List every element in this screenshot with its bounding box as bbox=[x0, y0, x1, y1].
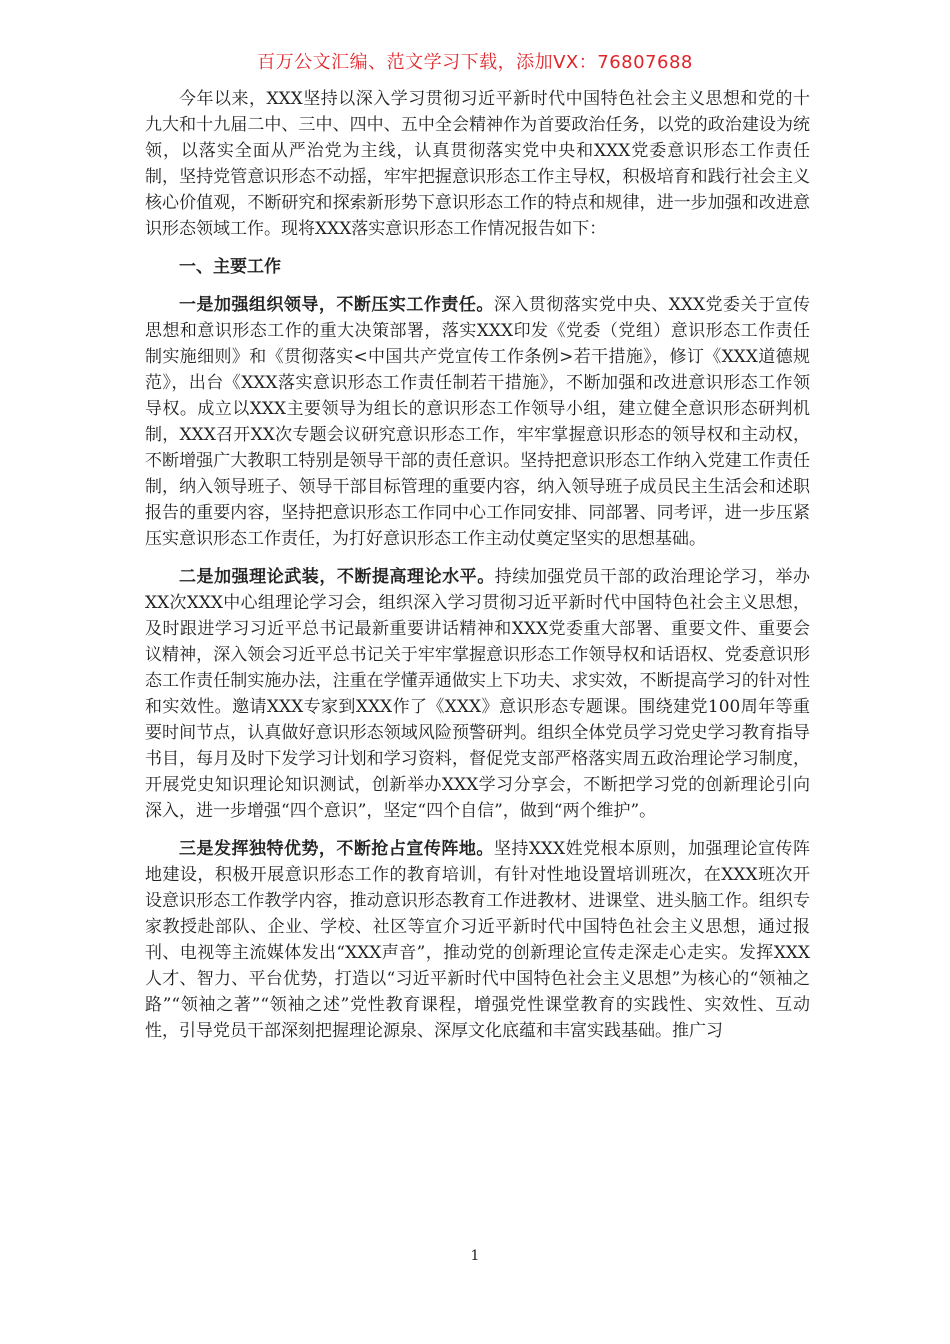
paragraph-3-body: 坚持XXX姓党根本原则，加强理论宣传阵地建设，积极开展意识形态工作的教育培训，有针对性地设置培训班次，在XXX班次开设意识形态工作教学内容，推动意识形态教育工作进教材、进课堂、进头脑工作。组织专家教授赴部队、企业、学校、社区等宣介习近平新时代中国特色社会主义思想，通过报刊、电视等主流媒体发出“XXX声音”，推动党的创新理论宣传走深走心走实。发挥XXX人才、智力、平台优势，打造以“习近平新时代中国特色社会主义思想”为核心的“领袖之路”“领袖之著”“领袖之述”党性教育课程，增强党性课堂教育的实践性、实效性、互动性，引导党员干部深刻把握理论源泉、深厚文化底蕴和丰富实践基础。推广习 bbox=[145, 839, 811, 1041]
paragraph-2 bbox=[145, 564, 810, 824]
watermark-banner: 百万公文汇编、范文学习下载，添加VX：76807688 bbox=[257, 52, 693, 73]
section-heading: 一、主要工作 bbox=[179, 257, 281, 277]
paragraph-1-body: 深入贯彻落实党中央、XXX党委关于宣传思想和意识形态工作的重大决策部署，落实XXX印发《党委（党组）意识形态工作责任制实施细则》和《贯彻落实<中国共产党宣传工作条例>若干措施》，修订《XXX道德规范》，出台《XXX落实意识形态工作责任制若干措施》，不断加强和改进意识形态工作领导权。成立以XXX主要领导为组长的意识形态工作领导小组，建立健全意识形态研判机制，XXX召开XX次专题会议研究意识形态工作，牢牢掌握意识形态的领导权和主动权，不断增强广大教职工特别是领导干部的责任意识。坚持把意识形态工作纳入党建工作责任制，纳入领导班子、领导干部目标管理的重要内容，纳入领导班子成员民主生活会和述职报告的重要内容，坚持把意识形态工作同中心工作同安排、同部署、同考评，进一步压紧压实意识形态工作责任，为打好意识形态工作主动仗奠定坚实的思想基础。 bbox=[145, 295, 811, 549]
paragraph-3-lead: 三是发挥独特优势，不断抢占宣传阵地。 bbox=[179, 839, 494, 859]
intro-paragraph: 今年以来，XXX坚持以深入学习贯彻习近平新时代中国特色社会主义思想和党的十九大和十九届二中、三中、四中、五中全会精神作为首要政治任务，以党的政治建设为统领，以落实全面从严治党为主线，认真贯彻落实党中央和XXX党委意识形态工作责任制，坚持党管意识形态不动摇，牢牢把握意识形态工作主导权，积极培育和践行社会主义核心价值观，不断研究和探索新形势下意识形态工作的特点和规律，进一步加强和改进意识形态领域工作。现将XXX落实意识形态工作情况报告如下： bbox=[145, 89, 810, 239]
page-number: 1 bbox=[470, 1248, 480, 1264]
paragraph-1 bbox=[145, 292, 810, 552]
paragraph-3 bbox=[145, 836, 810, 1044]
paragraph-2-lead: 二是加强理论武装，不断提高理论水平。 bbox=[179, 567, 495, 587]
paragraph-1-lead: 一是加强组织领导，不断压实工作责任。 bbox=[179, 295, 494, 315]
document-body bbox=[145, 86, 810, 1044]
paragraph-2-body: 持续加强党员干部的政治理论学习，举办XX次XXX中心组理论学习会，组织深入学习贯彻习近平新时代中国特色社会主义思想，及时跟进学习习近平总书记最新重要讲话精神和XXX党委重大部署、重要文件、重要会议精神，深入领会习近平总书记关于牢牢掌握意识形态工作领导权和话语权、党委意识形态工作责任制实施办法，注重在学懂弄通做实上下功夫、求实效，不断提高学习的针对性和实效性。邀请XXX专家到XXX作了《XXX》意识形态专题课。围绕建党100周年等重要时间节点，认真做好意识形态领域风险预警研判。组织全体党员学习党史学习教育指导书目，每月及时下发学习计划和学习资料，督促党支部严格落实周五政治理论学习制度，开展党史知识理论知识测试，创新举办XXX学习分享会，不断把学习党的创新理论引向深入，进一步增强“四个意识”，坚定“四个自信”，做到“两个维护”。 bbox=[145, 567, 811, 821]
